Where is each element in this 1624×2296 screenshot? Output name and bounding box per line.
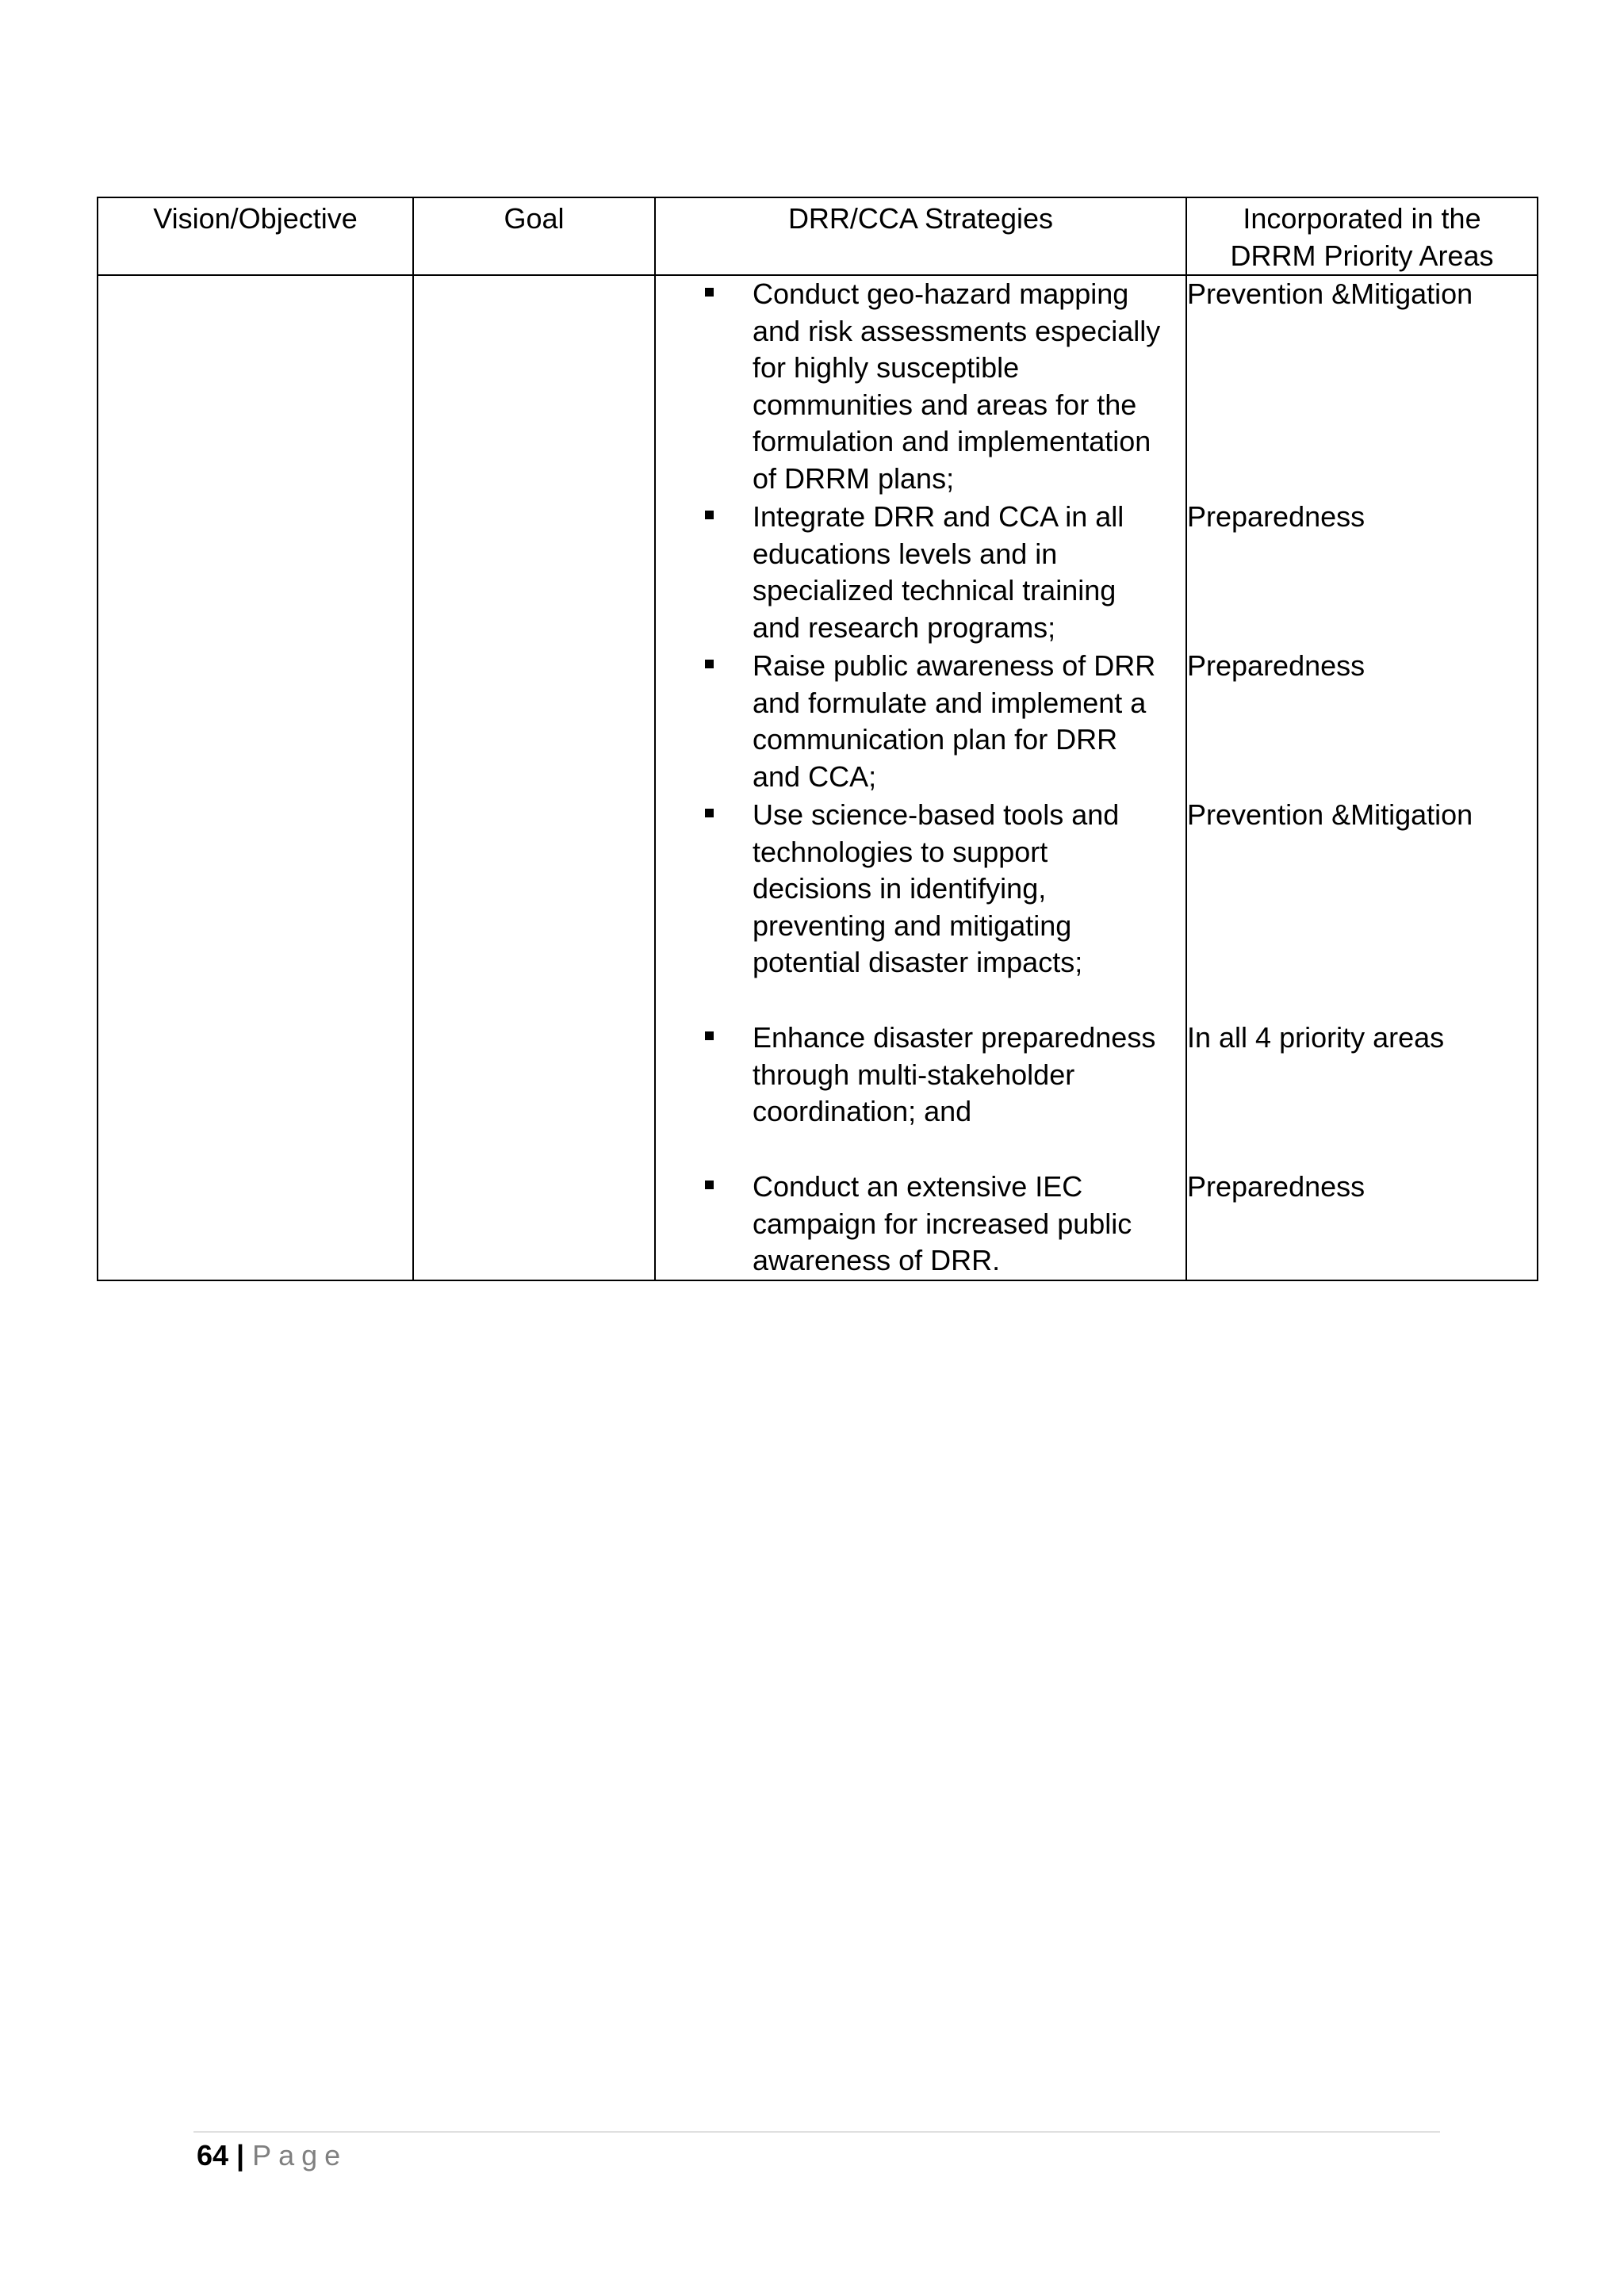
priority-area-text: Prevention &Mitigation xyxy=(1187,798,1473,831)
strategy-text: Raise public awareness of DRR and formulate and implement a communication plan for DRR and CCA; xyxy=(753,649,1156,793)
page-number: 64 xyxy=(197,2139,229,2172)
strategy-item xyxy=(656,797,1185,1020)
header-priority-areas xyxy=(1186,197,1538,275)
strategy-text: Conduct an extensive IEC campaign for increased public awareness of DRR. xyxy=(753,1170,1132,1276)
footer-divider xyxy=(193,2131,1440,2133)
square-bullet-icon xyxy=(656,276,753,499)
priority-areas-cell xyxy=(1186,275,1538,1280)
header-priority-areas-line1: Incorporated in the xyxy=(1243,202,1481,235)
square-bullet-icon xyxy=(656,1020,753,1169)
strategy-text: Conduct geo-hazard mapping and risk assessments especially for highly susceptible communities and areas for the formulation and implementation of DRRM plans; xyxy=(753,277,1161,495)
priority-area-text: Preparedness xyxy=(1187,1170,1365,1203)
strategy-item xyxy=(656,648,1185,797)
square-bullet-icon xyxy=(656,797,753,1020)
header-strategies: DRR/CCA Strategies xyxy=(655,197,1186,275)
strategy-item xyxy=(656,1020,1185,1169)
square-bullet-icon xyxy=(656,1169,753,1280)
strategy-item xyxy=(656,499,1185,648)
vision-objective-cell xyxy=(98,275,413,1280)
page-label: Page xyxy=(252,2139,348,2172)
header-goal: Goal xyxy=(413,197,655,275)
table-header-row xyxy=(98,197,1538,275)
goal-cell xyxy=(413,275,655,1280)
priority-area-text: Preparedness xyxy=(1187,649,1365,682)
priority-area-text: Prevention &Mitigation xyxy=(1187,277,1473,310)
priority-area-text: Preparedness xyxy=(1187,500,1365,533)
strategy-item xyxy=(656,276,1185,499)
footer-separator: | xyxy=(236,2139,245,2172)
table-row xyxy=(98,275,1538,1280)
header-vision-objective: Vision/Objective xyxy=(98,197,413,275)
strategy-item xyxy=(656,1169,1185,1280)
strategy-text: Integrate DRR and CCA in all educations levels and in specialized technical training and research programs; xyxy=(753,500,1124,644)
header-priority-areas-line2: DRRM Priority Areas xyxy=(1230,239,1494,272)
page-footer xyxy=(197,2138,347,2173)
priority-area-text: In all 4 priority areas xyxy=(1187,1021,1445,1054)
square-bullet-icon xyxy=(656,648,753,797)
strategies-cell xyxy=(655,275,1186,1280)
strategy-text: Enhance disaster preparedness through multi-stakeholder coordination; and xyxy=(753,1021,1156,1127)
square-bullet-icon xyxy=(656,499,753,648)
strategy-text: Use science-based tools and technologies to support decisions in identifying, preventing and mitigating potential disaster impacts; xyxy=(753,798,1120,978)
drr-strategies-table xyxy=(97,197,1538,1281)
